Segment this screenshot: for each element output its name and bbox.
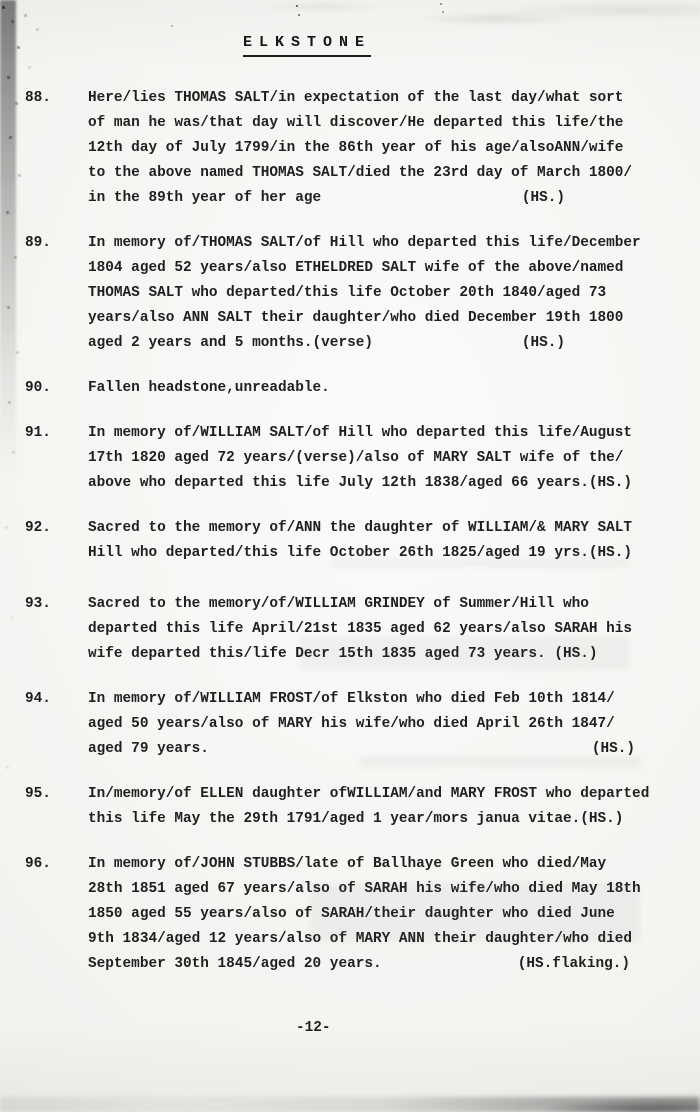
inscription-line: wife departed this/life Decr 15th 1835 aged 73 years. (HS.)	[88, 646, 598, 662]
inscription-line-text: aged 2 years and 5 months.(verse)	[88, 335, 373, 351]
ink-bleed-through	[310, 882, 640, 942]
inscription-line: In/memory/of ELLEN daughter ofWILLIAM/and MARY FROST who departed	[88, 786, 650, 802]
inscription-line: 12th day of July 1799/in the 86th year of his age/alsoANN/wife	[88, 140, 624, 156]
entry-list	[0, 86, 700, 977]
headstone-note: (HS.)	[521, 335, 565, 351]
inscription-text	[88, 687, 660, 762]
inscription-line: In memory of/THOMAS SALT/of Hill who departed this life/December	[88, 235, 641, 251]
inscription-line: 1804 aged 52 years/also ETHELDRED SALT wife of the above/named	[88, 260, 624, 276]
inscription-text	[88, 86, 660, 211]
inscription-text	[88, 782, 660, 832]
entry-number: 94.	[25, 691, 51, 707]
inscription-line: 1850 aged 55 years/also of SARAH/their daughter who died June	[88, 906, 615, 922]
inscription-line	[88, 331, 660, 356]
scan-haze-top	[120, 0, 700, 34]
inscription-line: of man he was/that day will discover/He departed this life/the	[88, 115, 624, 131]
scan-artifact-left-edge	[0, 0, 16, 480]
page-title: ELKSTONE	[243, 33, 371, 57]
inscription-line: In memory of/JOHN STUBBS/late of Ballhaye Green who died/May	[88, 856, 607, 872]
scan-smudge-bottom-right	[520, 1090, 700, 1112]
entry-90	[0, 376, 700, 401]
entry-number: 88.	[25, 90, 51, 106]
inscription-line: years/also ANN SALT their daughter/who died December 19th 1800	[88, 310, 624, 326]
entry-95	[0, 782, 700, 832]
inscription-line: above who departed this life July 12th 1838/aged 66 years.(HS.)	[88, 475, 633, 491]
ink-bleed-through	[360, 756, 640, 768]
inscription-line: departed this life April/21st 1835 aged 62 years/also SARAH his	[88, 621, 633, 637]
entry-88	[0, 86, 700, 211]
inscription-line: Sacred to the memory of/ANN the daughter of WILLIAM/& MARY SALT	[88, 520, 633, 536]
inscription-line: Fallen headstone,unreadable.	[88, 380, 330, 396]
entry-91	[0, 421, 700, 496]
page-number: -12-	[296, 1020, 331, 1036]
inscription-line: to the above named THOMAS SALT/died the 23rd day of March 1800/	[88, 165, 633, 181]
entry-94	[0, 687, 700, 762]
entry-number: 92.	[25, 520, 51, 536]
inscription-line: Here/lies THOMAS SALT/in expectation of the last day/what sort	[88, 90, 624, 106]
inscription-line	[88, 952, 660, 977]
inscription-text	[88, 231, 660, 356]
inscription-line-text: aged 79 years.	[88, 741, 209, 757]
entry-number: 93.	[25, 596, 51, 612]
inscription-line: In memory of/WILLIAM SALT/of Hill who departed this life/August	[88, 425, 633, 441]
inscription-line: 17th 1820 aged 72 years/(verse)/also of MARY SALT wife of the/	[88, 450, 624, 466]
inscription-line: aged 50 years/also of MARY his wife/who died April 26th 1847/	[88, 716, 615, 732]
entry-number: 90.	[25, 380, 51, 396]
inscription-line: this life May the 29th 1791/aged 1 year/mors janua vitae.(HS.)	[88, 811, 624, 827]
inscription-text	[88, 376, 660, 401]
inscription-line: Sacred to the memory/of/WILLIAM GRINDEY of Summer/Hill who	[88, 596, 589, 612]
inscription-line: THOMAS SALT who departed/this life October 20th 1840/aged 73	[88, 285, 607, 301]
inscription-line: 28th 1851 aged 67 years/also of SARAH his wife/who died May 18th	[88, 881, 641, 897]
entry-number: 89.	[25, 235, 51, 251]
headstone-note: (HS.)	[521, 190, 565, 206]
entry-number: 91.	[25, 425, 51, 441]
inscription-line	[88, 186, 660, 211]
inscription-line-text: September 30th 1845/aged 20 years.	[88, 956, 382, 972]
inscription-line: In memory of/WILLIAM FROST/of Elkston who died Feb 10th 1814/	[88, 691, 615, 707]
headstone-note: (HS.flaking.)	[517, 956, 630, 972]
scan-speckle-left	[2, 6, 5, 9]
inscription-line-text: in the 89th year of her age	[88, 190, 322, 206]
headstone-note: (HS.)	[591, 741, 635, 757]
inscription-text	[88, 421, 660, 496]
ink-bleed-through	[330, 558, 630, 568]
scan-specks-top	[296, 5, 298, 7]
entry-number: 95.	[25, 786, 51, 802]
inscription-line: 9th 1834/aged 12 years/also of MARY ANN their daughter/who died	[88, 931, 633, 947]
inscription-line: Hill who departed/this life October 26th 1825/aged 19 yrs.(HS.)	[88, 545, 633, 561]
ink-bleed-through	[300, 636, 630, 670]
entry-89	[0, 231, 700, 356]
entry-number: 96.	[25, 856, 51, 872]
